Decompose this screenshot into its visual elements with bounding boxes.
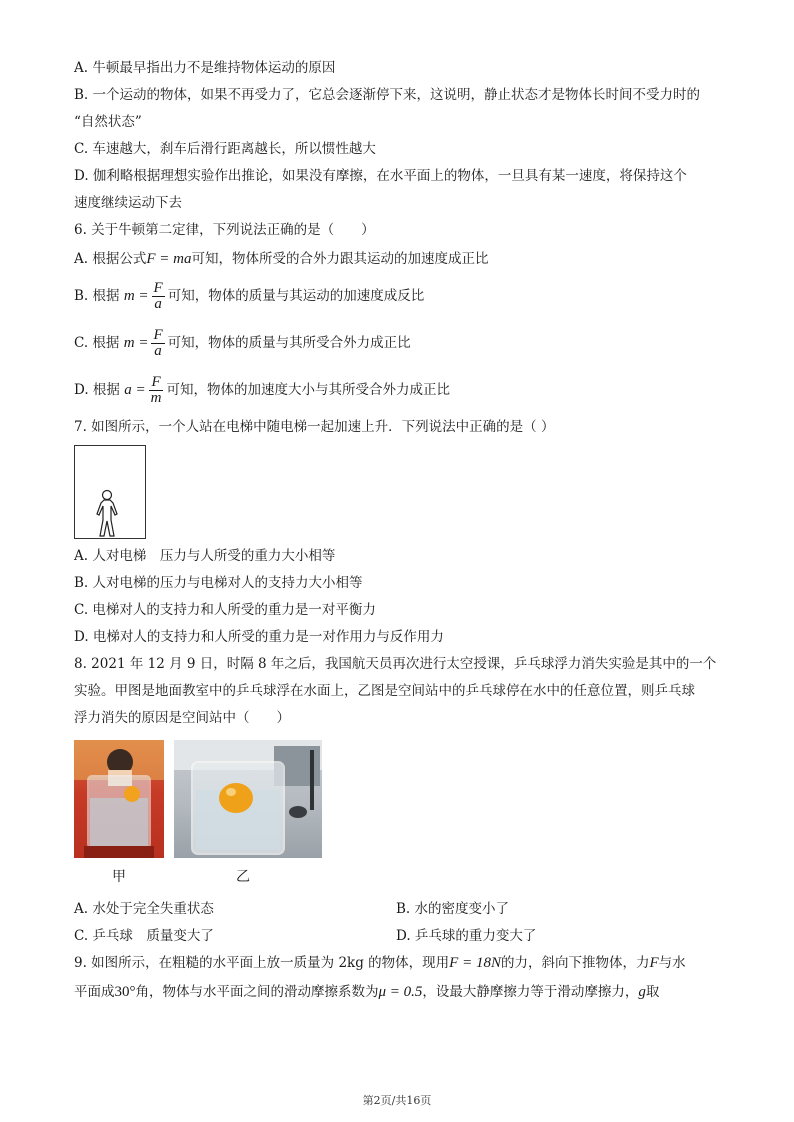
q8-photos [74, 740, 724, 858]
q6-option-d [74, 370, 724, 410]
beaker-suspended-ball-image [174, 740, 322, 858]
q8-option-a: A. 水处于完全失重状态 [74, 901, 214, 917]
q6-c-numerator: F [153, 327, 163, 343]
q6-c-denominator: a [154, 343, 162, 359]
q6-option-a [74, 249, 724, 269]
q6-a-formula: F = ma [146, 251, 192, 267]
q6-b-numerator: F [153, 280, 163, 296]
q9-part2: 的力，斜向下推物体，力 [500, 955, 650, 971]
q7-option-d: D. 电梯对人的支持力和人所受的重力是一对作用力与反作用力 [74, 629, 444, 645]
q8-option-d: D. 乒乓球的重力变大了 [396, 928, 537, 944]
person-outline-icon [75, 446, 145, 538]
q6-d-lhs: a = [124, 382, 146, 398]
q6-b-fraction [152, 281, 165, 312]
q9-gravity-symbol: g [638, 984, 646, 1000]
q7-option-b: B. 人对电梯的压力与电梯对人的支持力大小相等 [74, 575, 363, 591]
q9-force-value: F = 18N [449, 955, 501, 971]
q6-a-post: 可知，物体所受的合外力跟其运动的加速度成正比 [191, 251, 489, 267]
photo-space-station-beaker [174, 740, 322, 858]
q9-stem-line2 [74, 982, 724, 1002]
q9-part3: 与水 [658, 955, 686, 971]
q9-force-symbol: F [649, 955, 659, 971]
q6-d-fraction [149, 375, 164, 406]
q5-option-a: A. 牛顿最早指出力不是维持物体运动的原因 [74, 60, 336, 76]
q6-b-post: 可知，物体的质量与其运动的加速度成反比 [167, 288, 425, 304]
q6-d-denominator: m [150, 390, 162, 406]
q6-a-pre: A. 根据公式 [74, 251, 147, 267]
q6-d-post: 可知，物体的加速度大小与其所受合外力成正比 [166, 382, 450, 398]
q9-part5: 角，物体与水平面之间的滑动摩擦系数为 [135, 984, 379, 1000]
q6-option-b [74, 276, 724, 316]
q6-c-pre: C. 根据 [74, 335, 120, 351]
q6-b-lhs: m = [123, 288, 149, 304]
q9-part6: ，设最大静摩擦力等于滑动摩擦力， [422, 984, 639, 1000]
q7-option-a: A. 人对电梯 压力与人所受的重力大小相等 [74, 548, 336, 564]
q6-d-pre: D. 根据 [74, 382, 120, 398]
q8-stem-line3: 浮力消失的原因是空间站中（ ） [74, 710, 290, 726]
q6-c-fraction [151, 328, 164, 359]
q9-stem-line1 [74, 953, 724, 973]
q9-friction-coefficient: μ = 0.5 [378, 984, 423, 1000]
q5-option-d-line1: D. 伽利略根据理想实验作出推论，如果没有摩擦，在水平面上的物体，一旦具有某一速度，将保持这个 [74, 168, 687, 184]
photo-classroom-beaker [74, 740, 164, 858]
q8-options-row2 [74, 926, 724, 946]
q5-option-b-line2: “自然状态” [74, 114, 142, 130]
q6-stem: 6. 关于牛顿第二定律，下列说法正确的是（ ） [74, 222, 375, 238]
q5-option-c: C. 车速越大，刹车后滑行距离越长，所以惯性越大 [74, 141, 376, 157]
beaker-floating-ball-image [74, 740, 164, 858]
q6-c-post: 可知，物体的质量与其所受合外力成正比 [167, 335, 411, 351]
q5-option-b-line1: B. 一个运动的物体，如果不再受力了，它总会逐渐停下来，这说明，静止状态才是物体长时间不受力时的 [74, 87, 701, 103]
q6-option-c [74, 323, 724, 363]
q9-angle: 30° [114, 984, 136, 1000]
page-content [74, 58, 724, 1002]
q8-stem-line2: 实验。甲图是地面教室中的乒乓球浮在水面上，乙图是空间站中的乒乓球停在水中的任意位置，则乒乓球 [74, 683, 695, 699]
q5-option-d-line2: 速度继续运动下去 [74, 195, 182, 211]
elevator-figure [74, 445, 146, 539]
q9-part1: 9. 如图所示，在粗糙的水平面上放一质量为 2kg 的物体，现用 [74, 955, 450, 971]
caption-yi: 乙 [236, 869, 250, 885]
caption-jia: 甲 [112, 869, 126, 885]
q6-d-numerator: F [151, 374, 161, 390]
q9-part7: 取 [645, 984, 660, 1000]
q8-stem-line1: 8. 2021 年 12 月 9 日，时隔 8 年之后，我国航天员再次进行太空授课，乒乓球浮力消失实验是其中的一个 [74, 656, 717, 672]
q9-part4: 平面成 [74, 984, 115, 1000]
q6-c-lhs: m = [123, 335, 149, 351]
q8-option-c: C. 乒乓球 质量变大了 [74, 928, 214, 944]
q8-option-b: B. 水的密度变小了 [396, 901, 510, 917]
q6-b-pre: B. 根据 [74, 288, 120, 304]
page-footer: 第2页/共16页 [362, 1094, 432, 1107]
q7-stem: 7. 如图所示，一个人站在电梯中随电梯一起加速上升．下列说法中正确的是（ ） [74, 419, 555, 435]
q7-option-c: C. 电梯对人的支持力和人所受的重力是一对平衡力 [74, 602, 376, 618]
q8-photo-captions [74, 866, 724, 892]
q6-b-denominator: a [154, 296, 162, 312]
q8-options-row1 [74, 899, 724, 919]
